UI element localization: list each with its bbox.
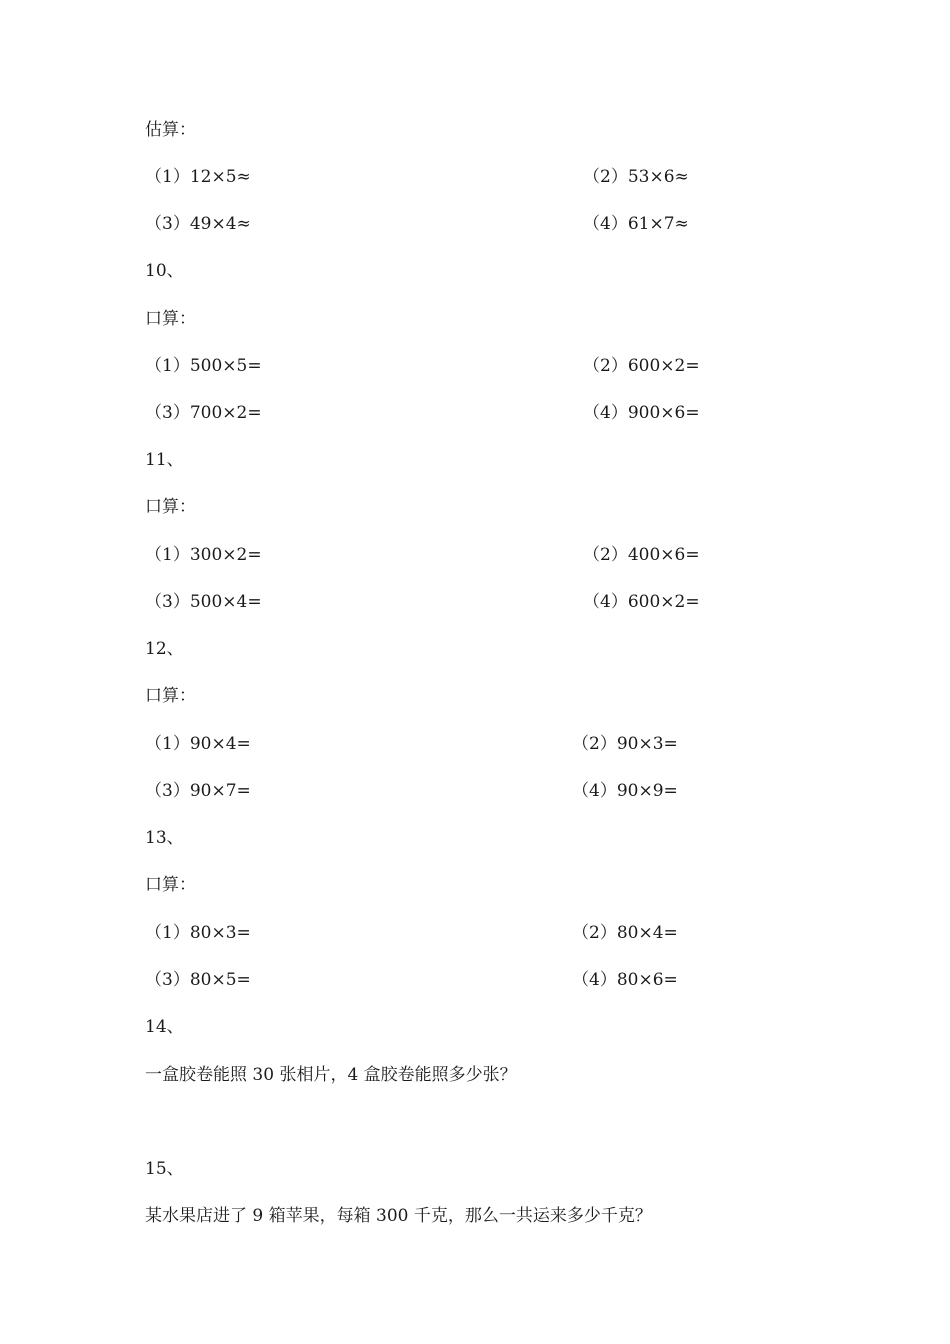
problem-item: （4）900×6= <box>583 403 700 423</box>
problem-item: （1）90×4= <box>145 734 251 754</box>
problem-item: （4）80×6= <box>572 970 678 990</box>
problem-item: （3）500×4= <box>145 592 262 612</box>
section-heading: 口算： <box>145 309 196 329</box>
problem-item: （1）80×3= <box>145 923 251 943</box>
problem-item: （1）500×5= <box>145 356 262 376</box>
problem-item: （3）49×4≈ <box>145 214 251 234</box>
section-heading: 口算： <box>145 875 196 895</box>
problem-item: （2）80×4= <box>572 923 678 943</box>
section-number: 12、 <box>145 639 184 659</box>
problem-item: （1）300×2= <box>145 545 262 565</box>
problem-item: （2）600×2= <box>583 356 700 376</box>
section-heading: 口算： <box>145 497 196 517</box>
section-heading: 口算： <box>145 686 196 706</box>
word-problem: 某水果店进了 9 箱苹果，每箱 300 千克，那么一共运来多少千克？ <box>145 1206 652 1226</box>
section-heading: 估算： <box>145 120 196 140</box>
section-number: 11、 <box>145 450 184 470</box>
problem-item: （2）53×6≈ <box>583 167 689 187</box>
section-number: 10、 <box>145 261 184 281</box>
problem-item: （3）90×7= <box>145 781 251 801</box>
problem-item: （2）400×6= <box>583 545 700 565</box>
problem-item: （4）90×9= <box>572 781 678 801</box>
problem-item: （3）700×2= <box>145 403 262 423</box>
problem-item: （2）90×3= <box>572 734 678 754</box>
problem-item: （1）12×5≈ <box>145 167 251 187</box>
problem-item: （3）80×5= <box>145 970 251 990</box>
section-number: 14、 <box>145 1017 184 1037</box>
section-number: 13、 <box>145 828 184 848</box>
word-problem: 一盒胶卷能照 30 张相片，4 盒胶卷能照多少张？ <box>145 1065 517 1085</box>
section-number: 15、 <box>145 1159 184 1179</box>
problem-item: （4）600×2= <box>583 592 700 612</box>
problem-item: （4）61×7≈ <box>583 214 689 234</box>
